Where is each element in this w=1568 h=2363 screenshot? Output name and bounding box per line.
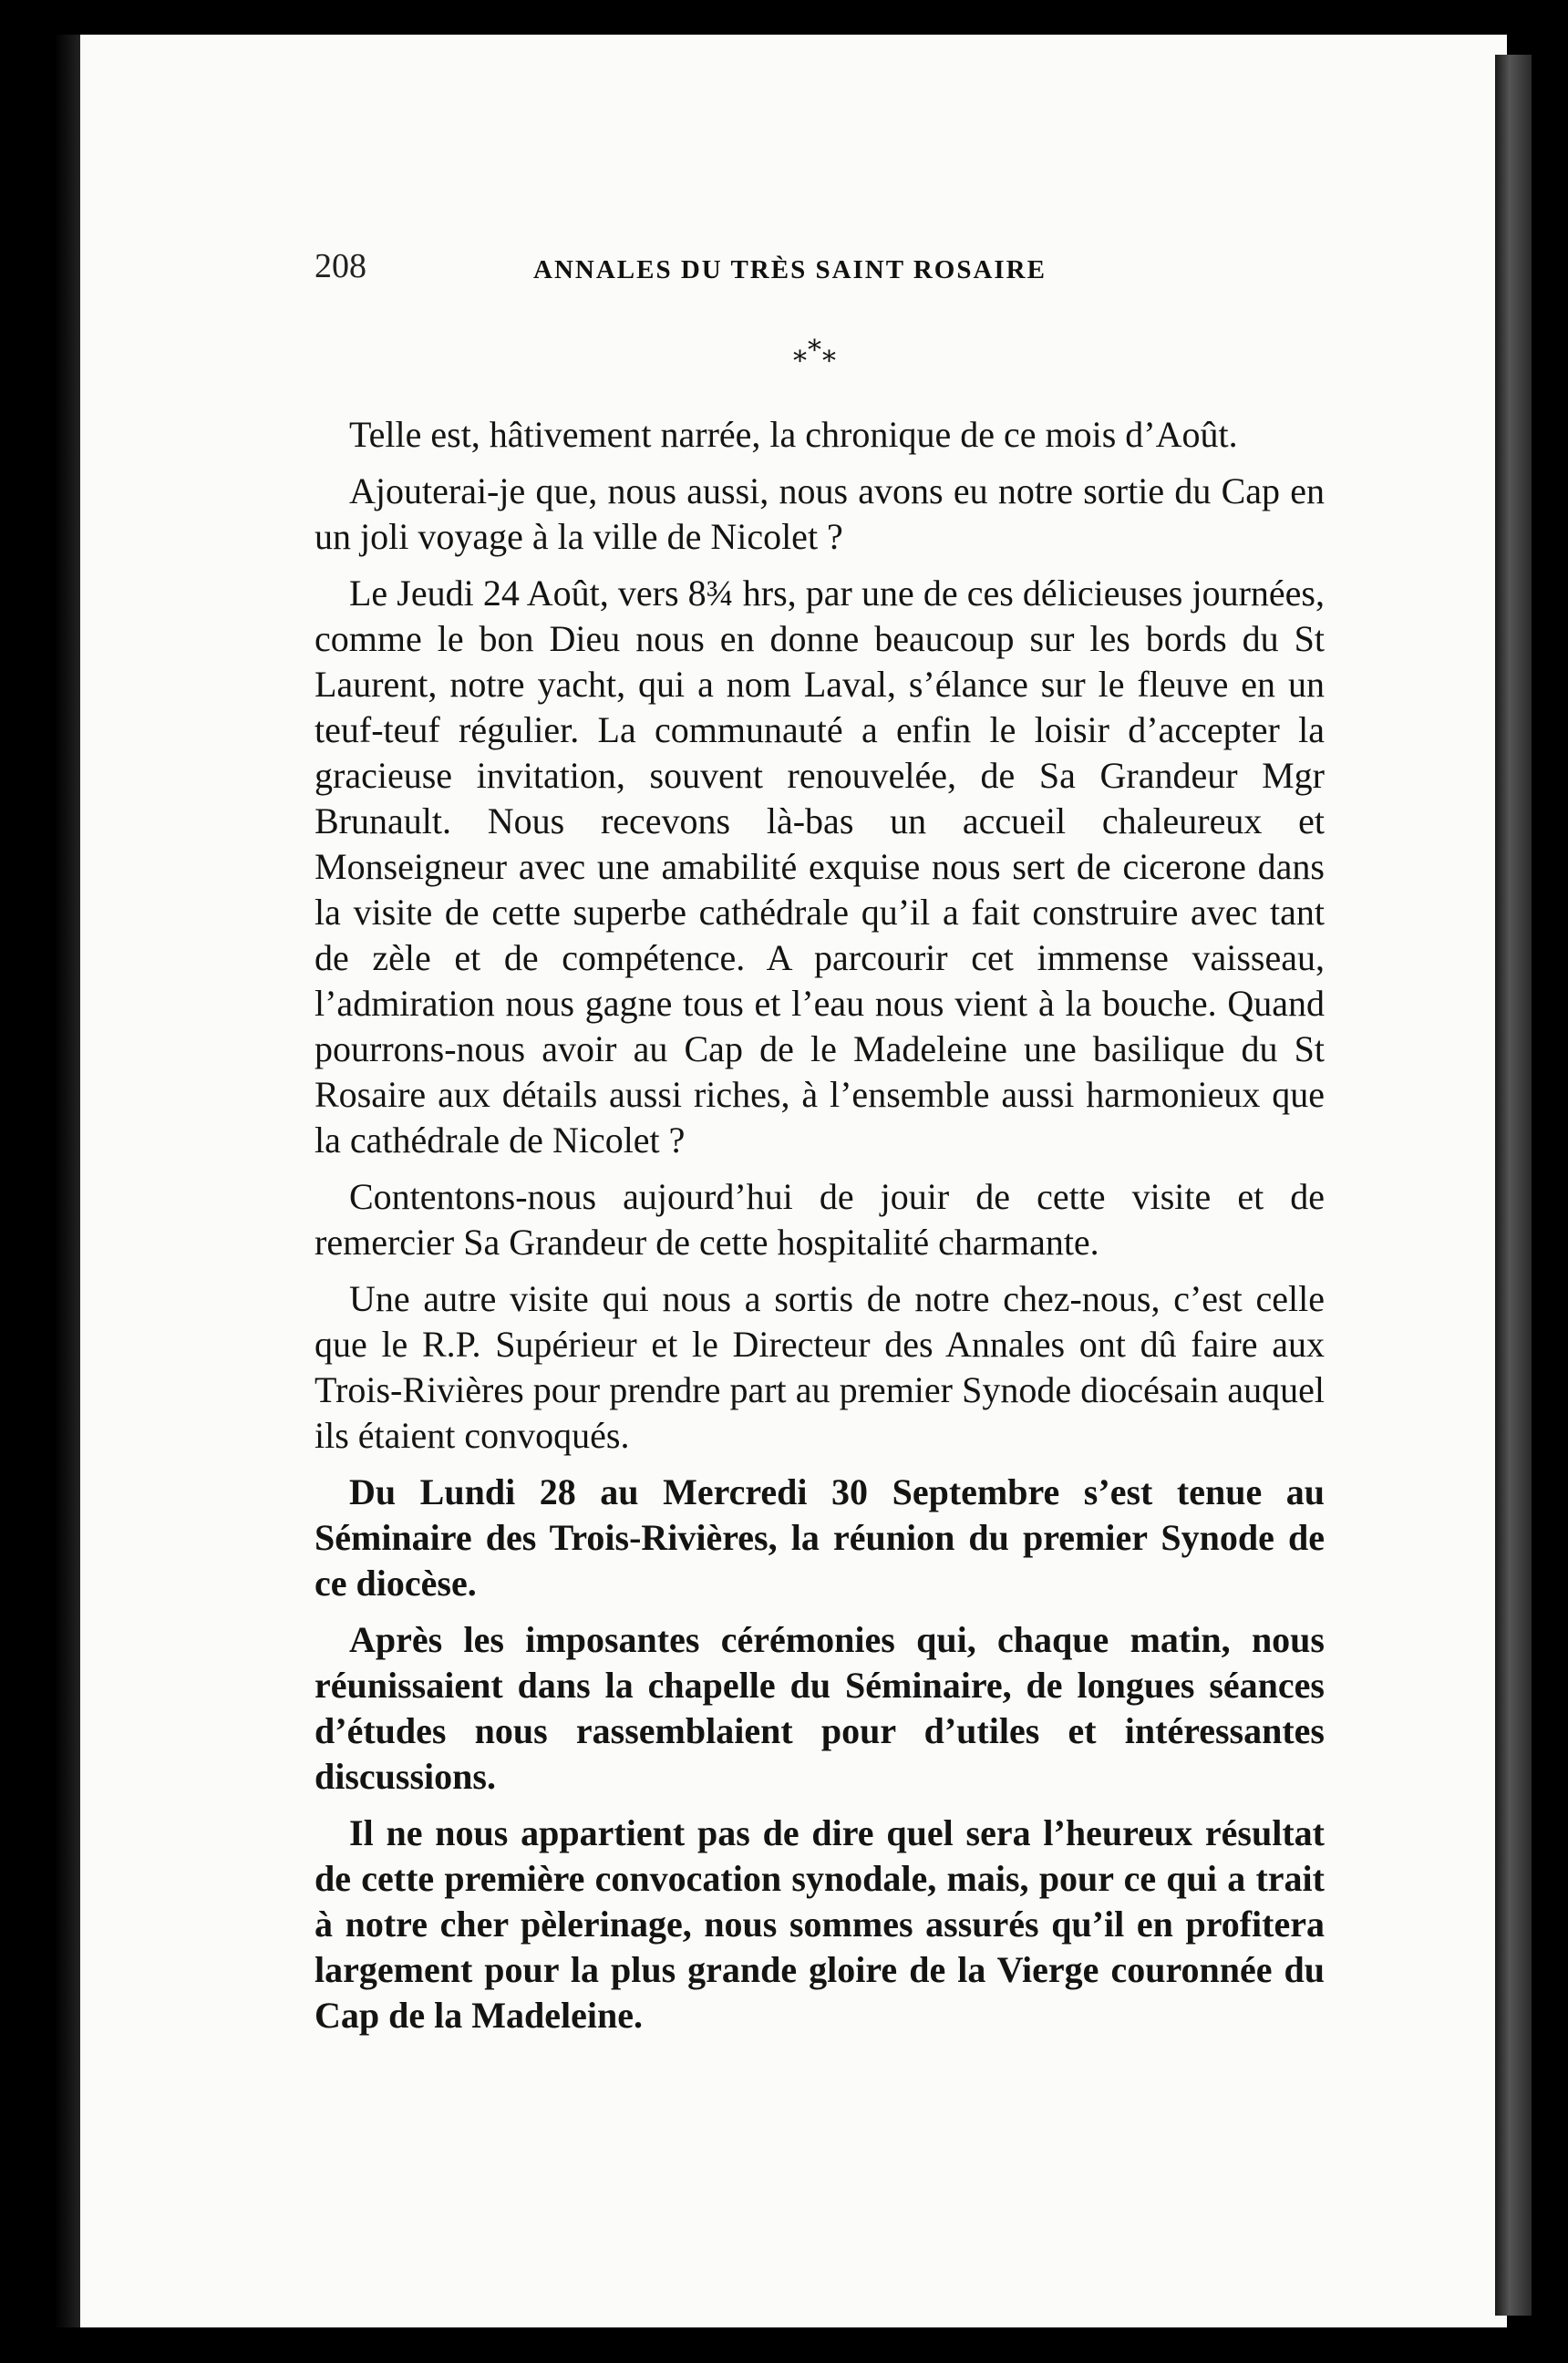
- paragraph-1: Telle est, hâtivement narrée, la chronique de ce mois d’Août.: [349, 414, 1238, 455]
- running-title: ANNALES DU TRÈS SAINT ROSAIRE: [533, 255, 1047, 284]
- paragraph-4: Contentons-nous aujourd’hui de jouir de cette visite et de remercier Sa Grandeur de cette hospitalité charmante.: [315, 1176, 1325, 1263]
- page-right-edge: [1495, 55, 1532, 2316]
- paragraph-5: Une autre visite qui nous a sortis de notre chez-nous, c’est celle que le R.P. Supérieur et le Directeur des Annales ont dû faire aux Trois-Rivières pour prendre part au premier Synode diocésain auquel ils étaient convoqués.: [315, 1278, 1325, 1456]
- page-left-edge: [55, 35, 80, 2327]
- ornament-star-right: *: [822, 346, 836, 377]
- paragraph-8: Il ne nous appartient pas de dire quel sera l’heureux résultat de cette première convocation synodale, mais, pour ce qui a trait à notre cher pèlerinage, nous sommes assurés qu’il en profitera largement pour la plus grande gloire de la Vierge couronnée du Cap de la Madeleine.: [315, 1812, 1325, 2036]
- paragraph-3: Le Jeudi 24 Août, vers 8¾ hrs, par une de ces délicieuses journées, comme le bon Dieu nous en donne beaucoup sur les bords du St Laurent, notre yacht, qui a nom Laval, s’élance sur le fleuve en un teuf-teuf régulier. La communauté a enfin le loisir d’accepter la gracieuse invitation, souvent renouvelée, de Sa Grandeur Mgr Brunault. Nous recevons là-bas un accueil chaleureux et Monseigneur avec une amabilité exquise nous sert de cicerone dans la visite de cette superbe cathédrale qu’il a fait construire avec tant de zèle et de compétence. A parcourir cet immense vaisseau, l’admiration nous gagne tous et l’eau nous vient à la bouche. Quand pourrons-nous avoir au Cap de le Madeleine une basilique du St Rosaire aux détails aussi riches, à l’ensemble aussi harmonieux que la cathédrale de Nicolet ?: [315, 573, 1325, 1161]
- paragraph-6: Du Lundi 28 au Mercredi 30 Septembre s’est tenue au Séminaire des Trois-Rivières, la réunion du premier Synode de ce diocèse.: [315, 1471, 1325, 1604]
- ornament-star-left: *: [793, 346, 807, 377]
- page-number: 208: [315, 247, 366, 285]
- body-text: [315, 412, 1325, 2049]
- paragraph-7: Après les imposantes cérémonies qui, chaque matin, nous réunissaient dans la chapelle du Séminaire, de longues séances d’études nous rassemblaient pour d’utiles et intéressantes discussions.: [315, 1619, 1325, 1797]
- ornament-star-top: *: [808, 335, 821, 366]
- paragraph-2: Ajouterai-je que, nous aussi, nous avons eu notre sortie du Cap en un joli voyage à la ville de Nicolet ?: [315, 470, 1325, 557]
- page-header: [315, 246, 1345, 292]
